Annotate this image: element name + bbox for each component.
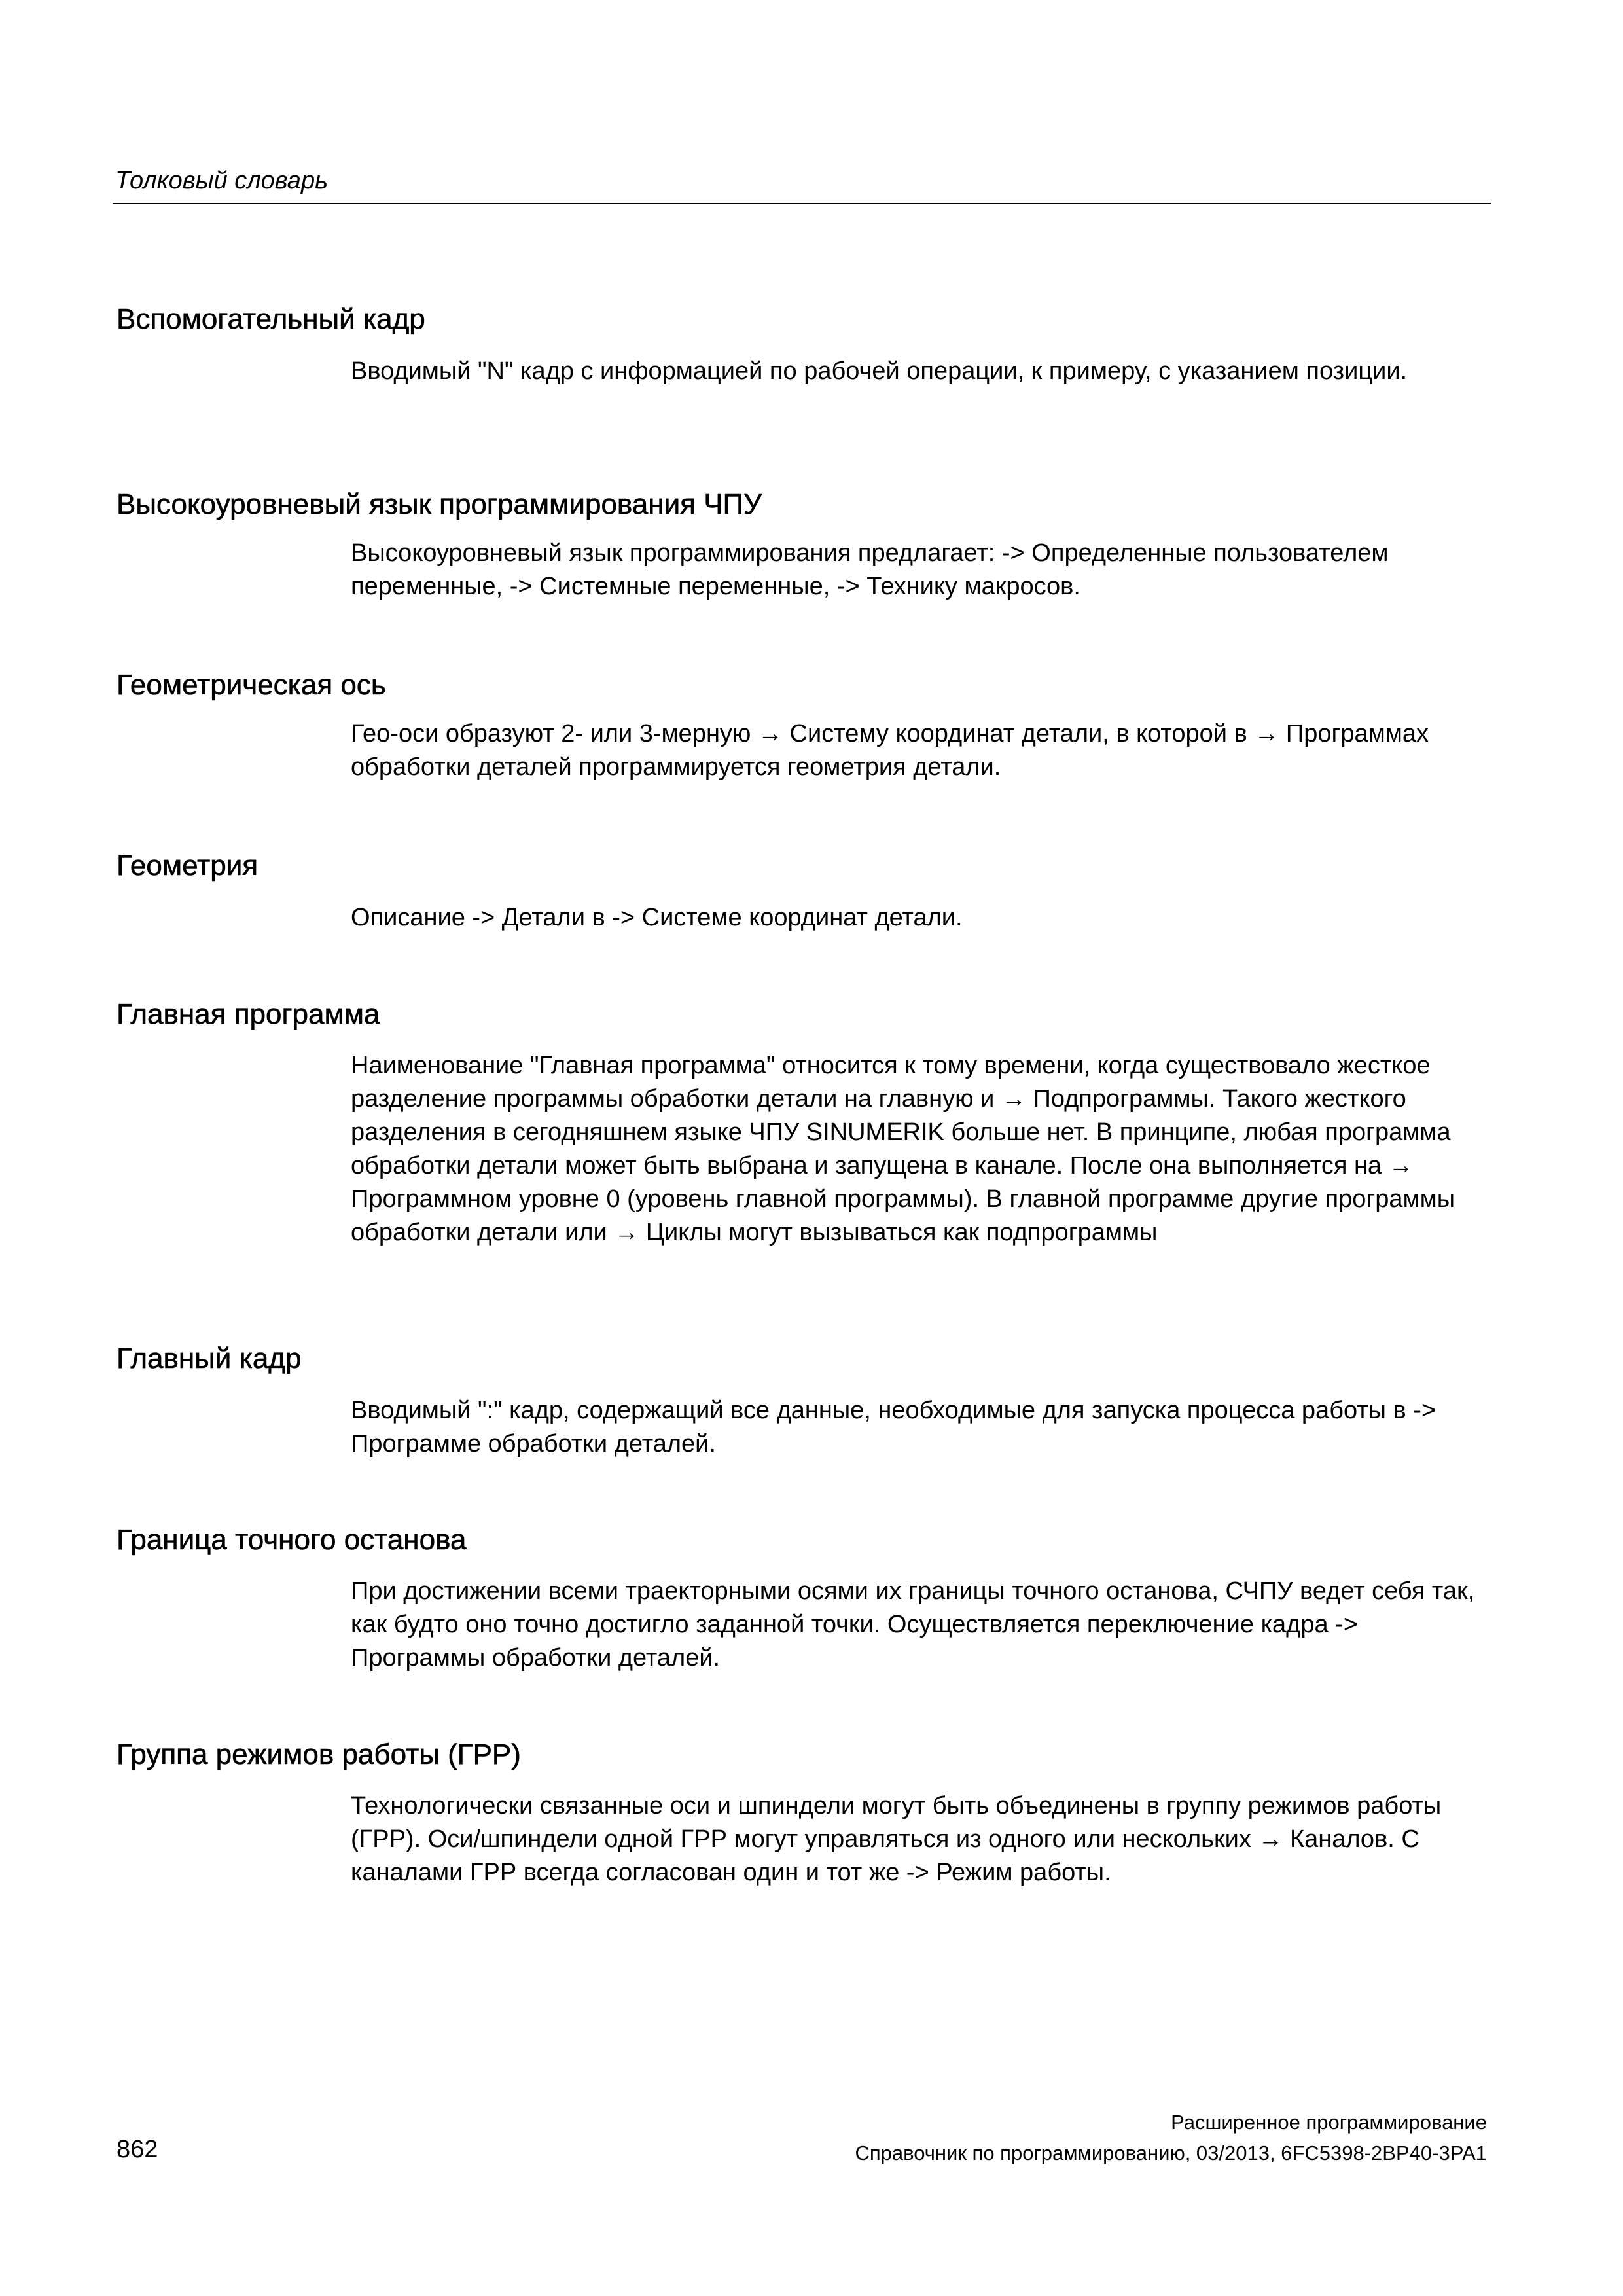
glossary-term: Геометрическая ось xyxy=(116,669,386,701)
page-number: 862 xyxy=(116,2136,158,2163)
glossary-term: Геометрия xyxy=(116,850,259,882)
glossary-term: Вспомогательный кадр xyxy=(116,303,425,335)
glossary-term: Высокоуровневый язык программирования ЧПУ xyxy=(116,488,762,520)
glossary-term: Группа режимов работы (ГРР) xyxy=(116,1738,521,1770)
footer-document-reference: Справочник по программированию, 03/2013, 6FC5398-2BP40-3PA1 xyxy=(855,2142,1487,2164)
glossary-definition: Наименование "Главная программа" относится к тому времени, когда существовало жесткое разделение программы обработки детали на главную и → Подпрограммы. Такого жесткого разделения в сегодняшнем языке ЧПУ SINUMERIK больше нет. В принципе, любая программа обработки детали может быть выбрана и запущена в канале. После она выполняется на → Программном уровне 0 (уровень главной программы). В главной программе другие программы обработки детали или → Циклы могут вызываться как подпрограммы xyxy=(351,1052,1455,1246)
glossary-definition: Высокоуровневый язык программирования предлагает: -> Определенные пользователем переменные, -> Системные переменные, -> Технику макросов. xyxy=(351,539,1389,600)
glossary-term: Граница точного останова xyxy=(116,1524,467,1556)
glossary-definition: Технологически связанные оси и шпиндели могут быть объединены в группу режимов работы (ГРР). Оси/шпиндели одной ГРР могут управляться из одного или нескольких → Каналов. С каналами ГРР всегда согласован один и тот же -> Режим работы. xyxy=(351,1792,1442,1886)
glossary-term: Главный кадр xyxy=(116,1342,302,1374)
glossary-definition: Вводимый "N" кадр с информацией по рабочей операции, к примеру, с указанием позиции. xyxy=(351,357,1408,385)
page-header-title: Толковый словарь xyxy=(115,167,329,194)
glossary-definition: При достижении всеми траекторными осями их границы точного останова, СЧПУ ведет себя так, как будто оно точно достигло заданной точки. Осуществляется переключение кадра -> Программы обработки деталей. xyxy=(351,1577,1475,1672)
footer-product-title: Расширенное программирование xyxy=(1171,2111,1487,2134)
glossary-definition: Гео-оси образуют 2- или 3-мерную → Систему координат детали, в которой в → Программах обработки деталей программируется геометрия детали. xyxy=(351,720,1429,781)
glossary-definition: Описание -> Детали в -> Системе координат детали. xyxy=(351,904,963,931)
glossary-definition: Вводимый ":" кадр, содержащий все данные, необходимые для запуска процесса работы в -> Программе обработки деталей. xyxy=(351,1397,1436,1458)
glossary-term: Главная программа xyxy=(116,998,380,1030)
